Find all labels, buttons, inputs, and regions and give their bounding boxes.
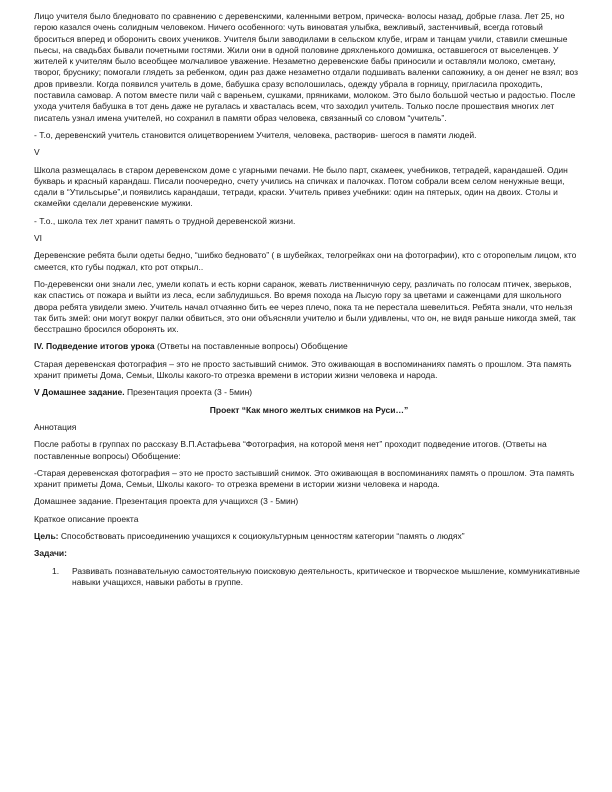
paragraph-children-clothes: Деревенские ребята были одеты бедно, “шибко бедновато” ( в шубейках, телогрейках они на фотографии), кто с оторопелым лицом, кто смеется, кто губы поджал, кто рот открыл.. — [34, 250, 577, 272]
goal-label: Цель: — [34, 530, 59, 541]
project-title: Проект “Как много желтых снимков на Руси…” — [209, 404, 409, 415]
paragraph-teacher-conclusion: - Т.о, деревенский учитель становится олицетворением Учителя, человека, растворив- шегося в памяти людей. — [34, 129, 477, 140]
homework-heading-rest: Презентация проекта (3 - 5мин) — [124, 387, 253, 398]
tasks-label-bold: Задачи: — [34, 548, 67, 559]
tasks-label — [34, 548, 584, 559]
list-item-text: Развивать познавательную самостоятельную поисковую деятельность, критическое и творческое мышление, коммуникативные навыки учащихся, навыки работы в группе. — [72, 565, 580, 587]
summary-heading-bold: IV. Подведение итогов урока — [34, 341, 155, 352]
paragraph-group-work: После работы в группах по рассказу В.П.Астафьева “Фотография, на которой меня нет” проходит подведение итогов. (Ответы на поставленные вопросы) Обобщение: — [34, 439, 547, 461]
paragraph-teacher-face: Лицо учителя было бледновато по сравнению с деревенскими, каленными ветром, прическа- волосы назад, добрые глаза. Лет 25, но герою казался очень солидным человеком. Ничего особенного: чуть виноватая улыбка, вежливый, застенчивый, всегда готовый броситься вперед и оборонить своих учеников. Учителя были заводилами в сельском клубе, играм и танцам учили, ставили смешные пьесы, на свадьбах бывали почетными гостями. Жили они в одной половине дряхленького домишка, оставшегося от выселенцев. У жителей к учителям было всеобщее молчаливое уважение. Незаметно деревенские бабы приносили и оставляли молоко, сметану, творог, бруснику; помогали глядеть за ребенком, один раз даже незаметно отдали подшивать валенки сапожнику, а он денег не взял; воз дров привезли. Когда появился учитель в доме, бабушка сразу всполошилась, одежду убрала в горницу, пригласила проходить, поставила самовар. А потом вместе пили чай с вареньем, сушками, пряниками, молоком. Это было большой честью и радостью. После ухода учителя бабушка в тот день даже не ругалась и хвасталась всем, что заходил учитель. Только после прошествия многих лет писатель узнал имена учителей, но сохранил в памяти образ человека, связанный со словом “учитель”. — [34, 11, 579, 123]
paragraph-homework-heading — [34, 387, 584, 398]
section-number-vi: VI — [34, 233, 43, 244]
paragraph-summary-heading — [34, 341, 584, 352]
paragraph-school: Школа размещалась в старом деревенском доме с угарными печами. Не было парт, скамеек, учебников, тетрадей, карандашей. Один букварь и красный карандаш. Писали поочередно, счету учились на спичках и палочках. Потом собрали всем селом ненужные вещи, сдали в “Утильсырье”,и появились карандаши, тетради, краски. Учитель привез учебники: один на пятерых, один на двоих. Столы и скамейки сделали деревенские мужики. — [34, 164, 568, 209]
summary-heading-rest: (Ответы на поставленные вопросы) Обобщение — [154, 341, 348, 352]
paragraph-goal — [34, 531, 584, 542]
paragraph-homework: Домашнее задание. Презентация проекта для учащихся (3 - 5мин) — [34, 496, 299, 507]
paragraph-summary: Старая деревенская фотография – это не просто застывший снимок. Это оживающая в воспоминаниях память о прошлом. Эта память хранит приметы Дома, Семьи, Школы какого-то отрезка времени в истории жизни человека и народа. — [34, 358, 572, 381]
section-number-v: V — [34, 147, 40, 158]
paragraph-school-conclusion: - Т.о., школа тех лет хранит память о трудной деревенской жизни. — [34, 215, 296, 226]
project-description-label: Краткое описание проекта — [34, 513, 139, 524]
list-item — [34, 566, 584, 589]
homework-heading-bold: V Домашнее задание. — [34, 387, 125, 398]
annotation-label: Аннотация — [34, 421, 77, 432]
paragraph-children-forest: По-деревенски они знали лес, умели копать и есть корни саранок, жевать лиственничную серу, различать по голосам птичек, зверьков, как спастись от пожара и выйти из леса, если заблудишься. Во время похода на Лысую гору за цветами и саженцами для школьного двора ребята увидели змею. Учитель начал отчаянно бить ее через плечо, пока та не перестала шевелиться. Ребята знали, что нельзя так бить змей: они могут вокруг палки обвиться, это они объясняли учителю и были удивлены, что он, не видя раньше никогда змей, так бесстрашно бросился оборонять их. — [34, 278, 576, 335]
goal-text: Способствовать присоединению учащихся к социокультурным ценностям категории “память о людях” — [58, 530, 465, 541]
paragraph-old-photo: -Старая деревенская фотография – это не просто застывший снимок. Это оживающая в воспоминаниях память о прошлом. Эта память хранит приметы Дома, Семьи, Школы какого- то отрезка времени в истории жизни человека и народа. — [34, 467, 575, 490]
list-item-number: 1. — [52, 565, 60, 576]
tasks-list — [34, 566, 584, 589]
